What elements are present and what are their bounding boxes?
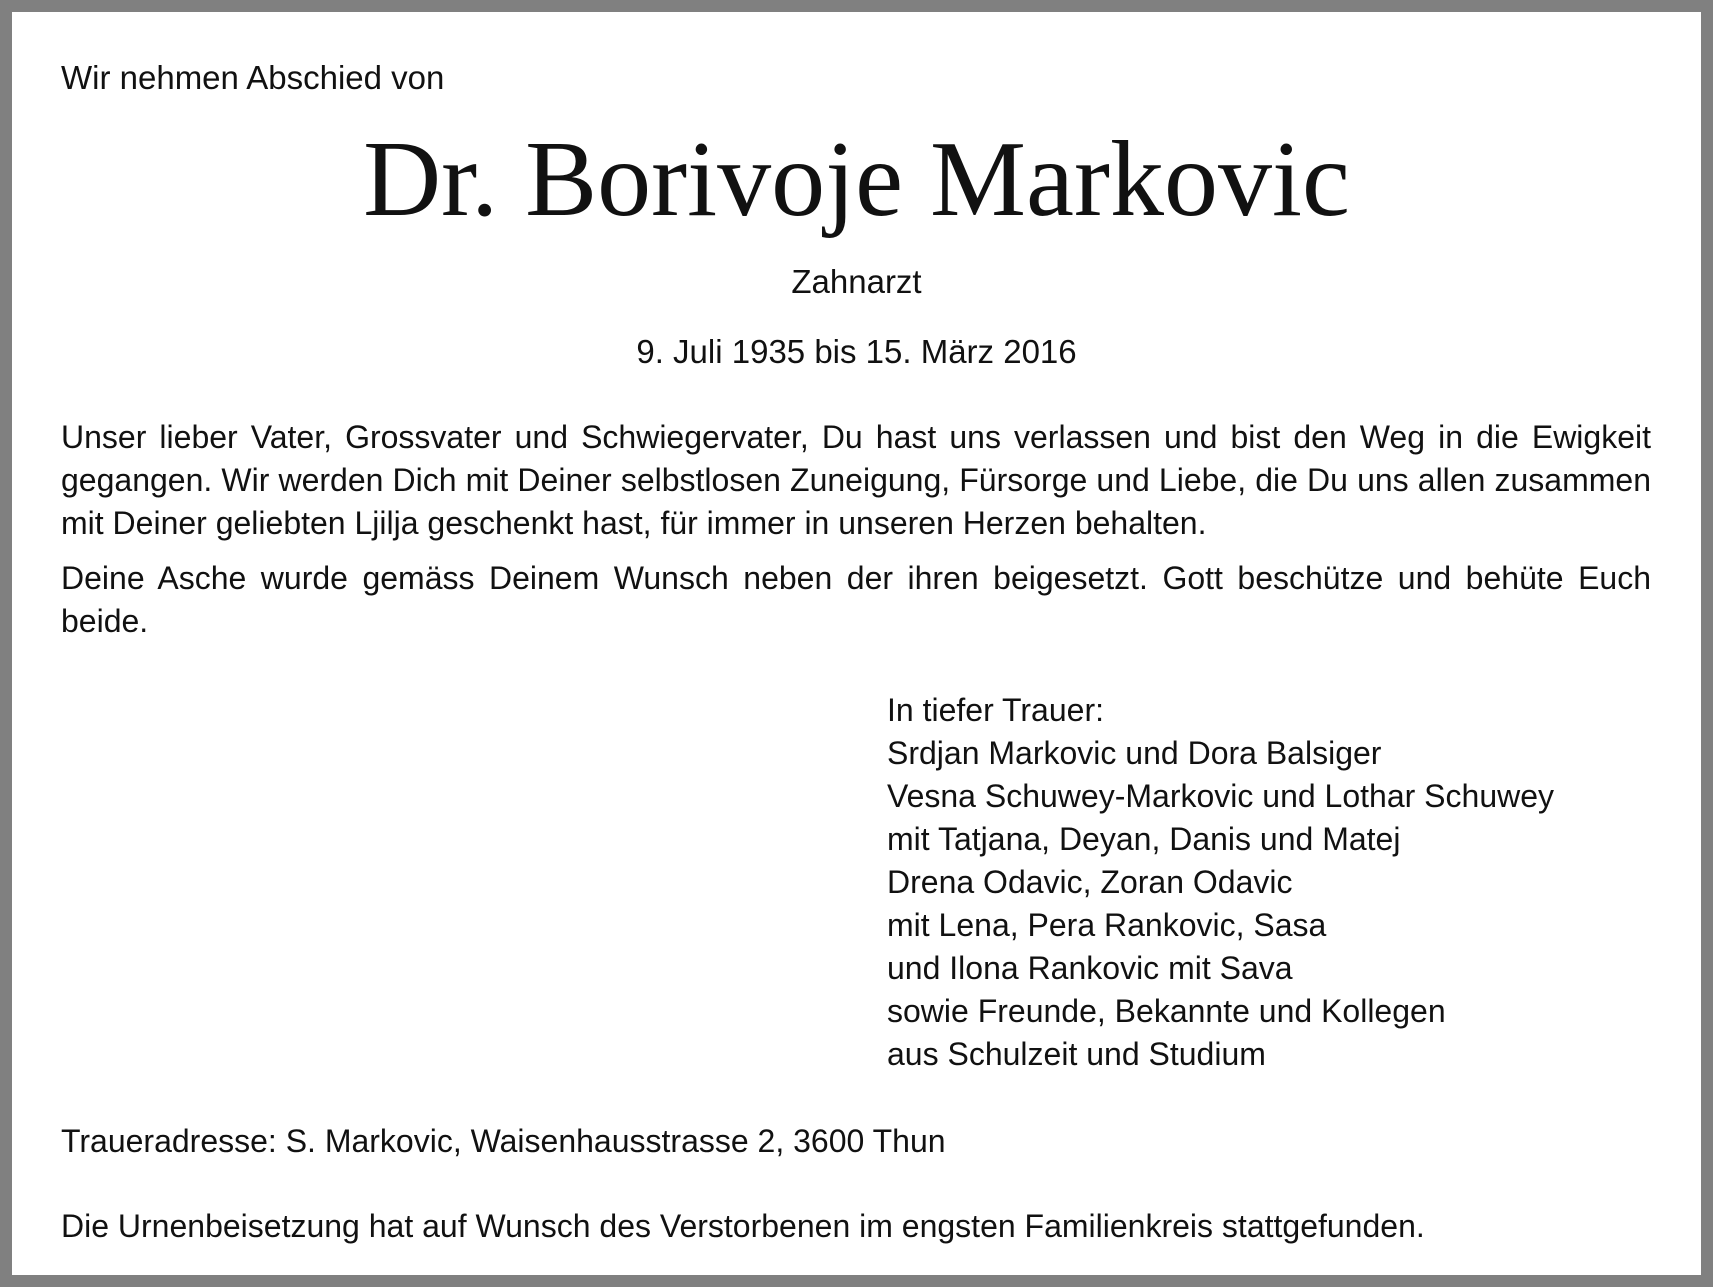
- mourner-line: Vesna Schuwey-Markovic und Lothar Schuwey: [887, 778, 1555, 814]
- mourner-line: Srdjan Markovic und Dora Balsiger: [887, 735, 1382, 771]
- profession: Zahnarzt: [791, 263, 922, 300]
- deceased-name: Dr. Borivoje Markovic: [363, 120, 1350, 239]
- obituary-notice: [12, 12, 1701, 1275]
- mourner-line: Drena Odavic, Zoran Odavic: [887, 864, 1293, 900]
- mourning-address: Traueradresse: S. Markovic, Waisenhausstrasse 2, 3600 Thun: [61, 1123, 946, 1159]
- message-paragraph: Deine Asche wurde gemäss Deinem Wunsch neben der ihren beigesetzt. Gott beschütze und behüte Euch beide.: [61, 560, 1651, 639]
- mourner-line: mit Lena, Pera Rankovic, Sasa: [887, 907, 1327, 943]
- closing-note: Die Urnenbeisetzung hat auf Wunsch des Verstorbenen im engsten Familienkreis stattgefunden.: [61, 1208, 1425, 1244]
- mourner-line: und Ilona Rankovic mit Sava: [887, 950, 1293, 986]
- mourner-line: aus Schulzeit und Studium: [887, 1036, 1266, 1072]
- mourner-line: mit Tatjana, Deyan, Danis und Matej: [887, 821, 1401, 857]
- message-body: [61, 416, 1651, 655]
- intro-text: Wir nehmen Abschied von: [61, 59, 445, 96]
- mourner-line: sowie Freunde, Bekannte und Kollegen: [887, 993, 1446, 1029]
- message-paragraph: Unser lieber Vater, Grossvater und Schwiegervater, Du hast uns verlassen und bist den Weg in die Ewigkeit gegangen. Wir werden Dich mit Deiner selbstlosen Zuneigung, Fürsorge und Liebe, die Du uns allen zusammen mit Deiner geliebten Ljilja geschenkt hast, für immer in unseren Herzen behalten.: [61, 419, 1651, 541]
- mourners-list: [887, 689, 1687, 1076]
- life-dates: 9. Juli 1935 bis 15. März 2016: [636, 333, 1077, 370]
- mourners-heading: In tiefer Trauer:: [887, 692, 1104, 728]
